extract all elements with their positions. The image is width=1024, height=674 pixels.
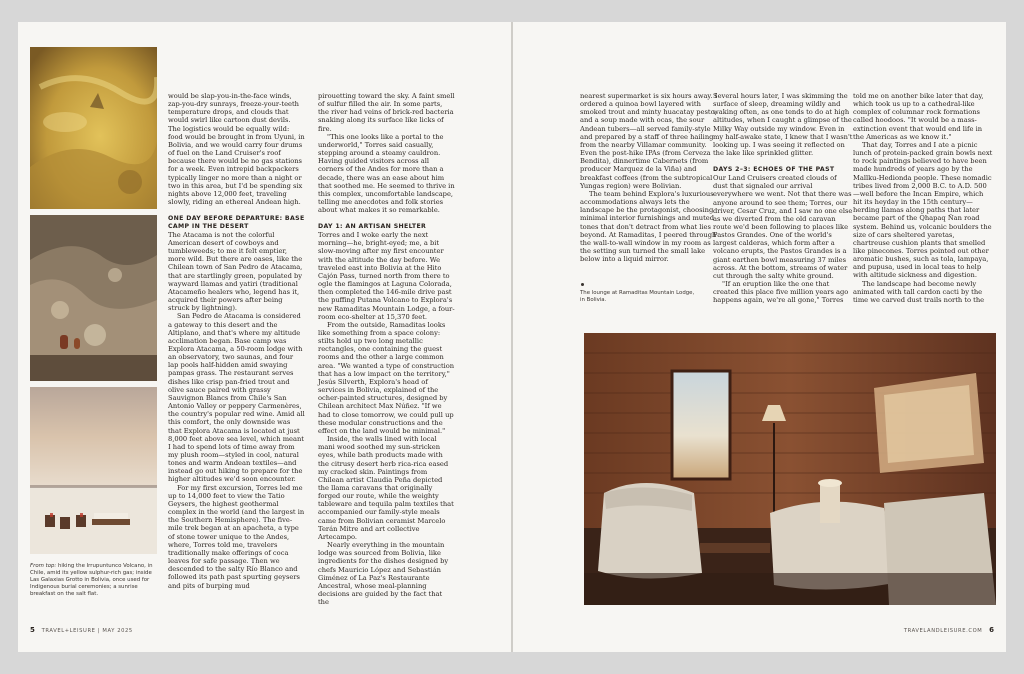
caption-lead: From top:: [30, 563, 57, 569]
left-folio: [30, 626, 133, 634]
col1-para-3: San Pedro de Atacama is considered a gateway to this desert and the Altiplano, and that's where my altitude acclimation began. Base camp was Explora Atacama, a 50-room lodge with an observatory, two saunas, and four lap pools half-hidden amid swaying pampas grass. The restaurant serves dishes like crisp pan-fried trout and olive sauce paired with grassy Sauvignon Blancs from Chile's San Antonio Valley or peppery Carmenères, the country's popular red wine. Amid all this comfort, the only downside was that Explora Atacama is located at just 8,000 feet above sea level, which meant I had to spend lots of time away from my plush room—styled in cool, natural tones and warm Andean textiles—and instead go out hiking to prepare for the higher altitudes we'd soon encounter.: [168, 312, 305, 484]
salt-flat-image: [30, 387, 157, 554]
col2-para-4: From the outside, Ramaditas looks like something from a space colony: stilts hold up two long metallic rectangles, one containing the guest rooms and the other a large common area. "We wanted a type of construction that has a low impact on the territory," Jesús Silverth, Explora's head of services in Bolivia, explained of the ocher-painted structures, designed by Chilean architect Max Núñez. "If we had to close tomorrow, we could pull up these modular constructions and the effect on the land would be minimal.": [318, 320, 455, 435]
col2-para-3: Torres and I woke early the next morning—he, bright-eyed; me, a bit slow-moving after my first encounter with the altitude the day before. We traveled east into Bolivia at the Hito Cajón Pass, turned north from there to ogle the flamingos at Laguna Colorada, then completed the 146-mile drive past the puffing Putana Volcano to Explora's new Ramaditas Mountain Lodge, a four-room eco-shelter at 15,370 feet.: [318, 231, 455, 321]
article-column-3: [580, 92, 720, 263]
col4-para-2: Our Land Cruisers created clouds of dust that signaled our arrival everywhere we went. Not that there was anyone around to see them; Torres, our driver, Cesar Cruz, and I saw no one else as we diverted from the old caravan route we'd been following to places like Pastos Grandes. One of the world's largest calderas, which form after a volcano erupts, the Pastos Grandes is a giant earthen bowl measuring 37 miles across. At the bottom, streams of water cut through the salty white ground.: [713, 174, 853, 280]
lounge-caption-text: The lounge at Ramaditas Mountain Lodge, in Bolivia.: [580, 290, 695, 303]
col1-para-2: The Atacama is not the colorful American desert of cowboys and tumbleweeds; to me it felt emptier, more wild. But there are oases, like the Chilean town of San Pedro de Atacama, that are startlingly green, populated by wayward llamas and yatiri (traditional Atacameño healers who, legend has it, acquired their powers after being struck by lightning).: [168, 230, 303, 313]
lounge-image: [584, 333, 996, 605]
col2-para-6: Nearly everything in the mountain lodge was sourced from Bolivia, like ingredients for the dishes designed by chefs Mauricio López and Sebastián Giménez of La Paz's Restaurante Ancestral, whose meal-planning decisions are guided by the fact that the: [318, 541, 449, 607]
lounge-caption: [580, 290, 700, 304]
folio-text-left: TRAVEL+LEISURE | MAY 2025: [41, 628, 133, 634]
photo-ramaditas-lounge: [584, 333, 996, 605]
section-heading-base-camp: ONE DAY BEFORE DEPARTURE: BASE CAMP IN THE DESERT: [168, 215, 305, 230]
article-column-5: [853, 92, 993, 304]
article-column-4: [713, 92, 853, 305]
left-page: [18, 22, 511, 652]
section-heading-day-1: DAY 1: AN ARTISAN SHELTER: [318, 223, 427, 231]
col3-para-2: The team behind Explora's luxurious accommodations always lets the landscape be the protagonist, choosing minimal interior furnishings and muted tones that don't detract from what lies beyond. At Ramaditas, I peered through the wall-to-wall window in my room as the setting sun turned the small lake below into a liquid mirror.: [580, 189, 717, 264]
col1-para-4: For my first excursion, Torres led me up to 14,000 feet to view the Tatio Geysers, the highest geothermal complex in the world (and the largest in the Southern Hemisphere). The five-mile trek began at an apacheta, a type of stone tower unique to the Andes, where, Torres told me, travelers traditionally make offerings of coca leaves for safe passage. Then we descended to the salty Río Blanco and followed its path past spurting geysers and pits of burping mud: [168, 483, 305, 590]
article-column-2: [318, 92, 455, 606]
col5-para-2: That day, Torres and I ate a picnic lunch of protein-packed grain bowls next to rock paintings believed to have been made hundreds of years ago by the Mallku-Hedionda people. These nomadic tribes lived from 2,000 B.C. to A.D. 500—well before the Incan Empire, which hit its heyday in the 15th century—herding llamas along paths that later became part of the Qhapaq Ñan road system. Behind us, volcanic boulders the size of cars sheltered yaretas, chartreuse cushion plants that smelled like pinecones. Torres pointed out other aromatic bushes, such as tola, lampaya, and pupusa, used in local teas to help with altitude sickness and digestion.: [853, 140, 993, 280]
folio-text-right: TRAVELANDLEISURE.COM: [903, 628, 983, 634]
col2-para-2: "This one looks like a portal to the underworld," Torres said casually, stepping around a steamy cauldron. Having guided visitors across all corners of the Andes for more than a decade, there was an ease about him that soothed me. He seemed to thrive in this complex, uncomfortable landscape, telling me anecdotes and folk stories about what makes it so remarkable.: [318, 132, 455, 215]
photo-salt-flat-breakfast: [30, 387, 157, 554]
col5-para-3: The landscape had become newly animated with tall cardon cacti by the time we carved dust trails north to the: [853, 279, 985, 304]
volcano-sulphur-image: [30, 47, 157, 209]
photo-volcano-sulphur: [30, 47, 157, 209]
grotto-image: [30, 215, 157, 381]
col5-para-1: told me on another bike later that day, which took us up to a cathedral-like complex of columnar rock formations called hoodoos. "It would be a mass-extinction event that would end life in the Americas as we know it.": [853, 92, 984, 141]
col2-para-5: Inside, the walls lined with local mani wood soothed my sun-stricken eyes, while bath products made with the citrusy desert herb rica-rica eased my cracked skin. Paintings from Chilean artist Claudia Peña depicted the llama caravans that originally forged our route, while the weighty tableware and tequila palm textiles that accompanied our family-style meals came from Bolivian ceramist Marcelo Terán Mitre and art collective Artecampo.: [318, 435, 454, 541]
photo-galaxias-grotto: [30, 215, 157, 381]
col3-para-1: nearest supermarket is six hours away. I ordered a quinoa bowl layered with smoked trout and minty huacatay pesto, and a soup made with ocas, the sour Andean tubers—all served family-style and prepared by a staff of three hailing from the nearby Villamar community. Even the post-hike IPAs (from Cerveza Bendita), dinnertime Cabernets (from producer Marquez de la Viña) and breakfast coffees (from the subtropical Yungas region) were Bolivian.: [580, 92, 718, 190]
caption-bullet: [581, 283, 584, 286]
col2-para-1: pirouetting toward the sky. A faint smell of sulfur filled the air. In some parts, the river had veins of brick-red bacteria snaking along its surface like licks of fire.: [318, 92, 455, 133]
col4-para-1: Several hours later, I was skimming the surface of sleep, dreaming wildly and waking often, as one tends to do at high altitudes, when I caught a glimpse of the Milky Way outside my window. Even in my half-awake state, I knew that I wasn't looking up. I was seeing it reflected on the lake like sprinkled glitter.: [713, 92, 853, 158]
page-number-right: 6: [989, 626, 994, 634]
right-page: [513, 22, 1006, 652]
left-photo-caption: [30, 563, 158, 598]
caption-text: hiking the Irrupuntunco Volcano, in Chile, amid its yellow sulphur-rich gas; inside Las Galaxias Grotto in Bolivia, once used for Indigenous burial ceremonies; a sunrise breakfast on the salt flat.: [30, 563, 153, 597]
right-folio: [904, 626, 994, 634]
page-number-left: 5: [30, 626, 35, 634]
col4-para-3: "If an eruption like the one that created this place five million years ago happens again, we're all gone," Torres: [713, 280, 849, 305]
section-heading-days-2-3: DAYS 2–3: ECHOES OF THE PAST: [713, 166, 835, 174]
col1-para-1: would be slap-you-in-the-face winds, zap-you-dry sunrays, freeze-your-teeth temperature drops, and clouds that would swirl like cartoon dust devils. The logistics would be equally wild: food would be brought in from Uyuni, in Bolivia, and we would carry four drums of fuel on the Land Cruiser's roof because there would be no gas stations for a week. Even intrepid backpackers typically linger no more than a night or two in this area, but I'd be spending six nights above 12,000 feet, traveling slowly, riding an ethereal Andean high.: [168, 92, 305, 207]
article-column-1: [168, 92, 305, 590]
